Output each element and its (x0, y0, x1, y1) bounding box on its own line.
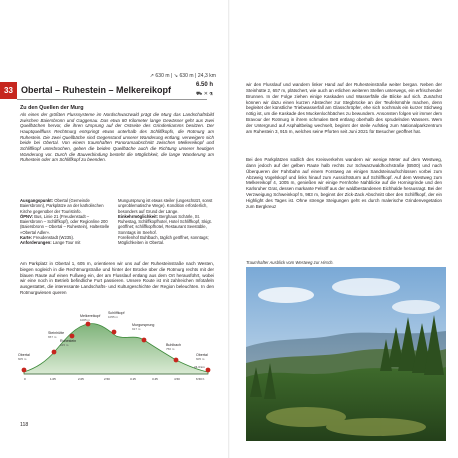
cloud (392, 300, 440, 314)
profile-time: 0 (24, 377, 26, 381)
main-text-left: Am Parkplatz in Obertal 1, 605 m, orientieren wir uns auf der Ruhesteinstraße nach Westen, biegen sogleich in die Rechtmurgstraße und hinter der Brücke über die Rotmurg rechts mit der blauen Raute auf einen Fußweg ein, der am Flusslauf entlang aus dem Ort herausführt, wobei wir eine noch in Betrieb befindliche Furt passieren. Unsere Route ist mit zahlreichen Infotafeln ausgestattet, die interessante Landschafts- und Kulturgeschichte der Region beleuchten. In den Rotmurgwiesen queren (20, 261, 214, 295)
photo-caption: Traumhafter Ausblick vom Westweg zur Hirsch. (246, 260, 334, 265)
info-item: Ausgangspunkt: Obertal (Gemeinde Baiersbronn), Parkplätze an der katholischen Kirche gegenüber der Touristinfo. (20, 198, 104, 214)
profile-label: Melkereikopf (80, 314, 101, 318)
profile-label: Buhlbach (166, 343, 181, 347)
profile-elevation: 605 m (18, 357, 27, 361)
profile-elevation: 657 m (48, 335, 57, 339)
profile-label: Schliffkopf (108, 311, 125, 315)
route-icons: ⛟ ✕ ⚗ (196, 91, 213, 97)
route-header (0, 82, 217, 99)
profile-elevation: 605 m (196, 357, 205, 361)
route-stats: ↗ 630 m | ↘ 630 m | 24,3 km (149, 73, 216, 79)
profile-elevation: 1055 m (108, 315, 119, 319)
waypoint-marker (112, 330, 117, 335)
info-column-left (20, 198, 112, 246)
profile-time: 1.05 (50, 377, 56, 381)
left-page (0, 0, 228, 458)
info-item: Einkehrmöglichkeit: Berghaus Schärle, St. Ruhestag, Schliffkopfhotel, Hotel Schliffkopf, Skigt. geöffnet; schliffkopfhotel, Restaurant Seestüble, Sonntags im Seehof. (118, 213, 212, 235)
waypoint-marker (52, 350, 57, 355)
waypoint-marker (70, 334, 75, 339)
right-page (230, 0, 458, 458)
profile-time: 2.05 (78, 377, 84, 381)
profile-elevation: 917 m (132, 327, 141, 331)
profile-elevation: 1005 m (80, 318, 91, 322)
route-title: Obertal – Ruhestein – Melkereikopf (21, 85, 172, 95)
profile-elevation: 915 m (60, 343, 69, 347)
info-item: ÖPNV: Bus, Linie 21 (Freudenstadt – Baiersbronn – Schliffkopf), oder Regionline 200 (Baiersbronn – Obertal – Ruhestein), Haltestelle »Obertal Adler«. (20, 213, 110, 235)
waypoint-marker (206, 368, 211, 373)
cloud (258, 287, 314, 303)
cloud (332, 278, 400, 296)
profile-label: Obertal (18, 353, 30, 357)
profile-label: Murgursprung (132, 323, 155, 327)
main-text-right-2: Bei den Parkplätzen südlich des Kreisverkehrs wandern wir wenige Meter auf dem Westweg, dann jedoch auf der gelben Raute halb rechts zur Schwarzwaldhochstraße (B500) und nach Überqueren der Fahrbahn auf einem Forstweg an einigen Sandsteinaufschlüssen vorbei zum Abzweig Vogelskopf und links hinauf zum Aussichtsturm auf Schliffkopf. Auf dem Westweg zum Melkereikopf 4, 1005 m, genießen wir einige Fernhöhe Nahblicke auf die Hornisgrinde und den Karlsruher Grat, dessen markante Felsriff aus der waldbestandenen Eichhalde herausragt. Bei der Verzweigung Schweinkopf 5, 983 m, beginnt der Zick-Zack Abschnitt über den Schliffkopf, der ein Highlight des Tages ist. Ohne strenge Steigungen geht es durch malerische Grindenvegetation zum Bergkreuz (246, 157, 442, 209)
waypoint-marker (86, 322, 91, 327)
profile-time: 4.50 (174, 377, 180, 381)
info-column-right (118, 198, 215, 246)
profile-elevation: 750 m (166, 347, 175, 351)
profile-distance: 24.3 km (194, 365, 205, 369)
info-item: Karte: Freudenstadt (W235). (20, 235, 75, 241)
waypoint-marker (142, 338, 147, 343)
info-item: Anforderungen: Lange Tour mit (20, 240, 81, 246)
profile-time: 3.45 (152, 377, 158, 381)
profile-time: 3.15 (130, 377, 136, 381)
landscape-photo (246, 267, 446, 441)
main-text-right-1: wir den Flusslauf und wandern linker Hand auf der Ruhesteinstraße weiter bergan. Neben der Steinhütte 2, 657 m, plätschert, wie auch an etlichen weiteren Stellen unterwegs, ein erfrischender Brunnen. In der Folge ziehen einige Kaskaden und Wasserfälle die Blicke auf sich. Zunächst können wir dazu einen kurzen Abstecher zur Stegbrücke an der Teufelsmühle machen, denn begleitet der künstliche Triebwasserfall am Glasschröpfer, ehe sich nochmals ein kurzer Stichweg nötig ist, um die Kaskade des Muckenlochbäches zu bewundern. Ansonsten folgen wir immer dem Bravour der Rotmurg in ihrem schmalen Bett entlang oberhalb des sprudelnden Wassers. Wem der Untergrund auf Asphaltbelag wechselt, beginnt der steile Aufstieg zum Nationalparkzentrum am Ruhestein 3, 915 m, welches seine Pforten seit Juni 2021 für Besucher geöffnet hat. (246, 82, 442, 134)
profile-label: Ruhestein (60, 339, 77, 343)
route-number-badge: 33 (0, 82, 17, 99)
profile-time: 6.50 h (196, 377, 205, 381)
profile-time: 2.50 (104, 377, 110, 381)
profile-label: Steinhütte (48, 331, 65, 335)
route-duration: 6.50 h (195, 82, 213, 88)
info-item: Forellenhof Buhlbach, täglich geöffnet, sonntags; Möglichkeiten in Obertal. (118, 235, 209, 246)
subheading: Zu den Quellen der Murg (20, 105, 84, 111)
waypoint-marker (174, 358, 179, 363)
info-item: Mungursprung ist etwas steiler (ungeschützt, sonst unproblematische Wege). Kondition erforderlich, besonders auf Grund der Länge. (118, 198, 213, 214)
header-divider (17, 99, 207, 100)
profile-label: Obertal (196, 353, 208, 357)
waypoint-marker (22, 368, 27, 373)
elevation-profile (16, 310, 216, 382)
intro-paragraph: Als eines der größten Flusssysteme im Nordschwarzwald prägt die Murg das Landschaftsbild zwischen Baiersbronn und Gaggenau. Das etwa 80 Kilometer lange Gewässer geht aus zwei Quellbächen hervor, die ihren Ursprung auf der Ostseite des Grindenkamms besitzen. Der Hauptquellfluss Rechtmurg entspringt etwas unterhalb des Schliffkopfs, die Rotmurg am Ruhestein. Die zwei Quellbäche sind Gegenstand unserer Wanderung entlang, verweigern sich beide bei Obertal. Von einem traumhaften Panoramaabschnitt zwischen Melkereikopf und Schliffkopf unterbrochen, geben die beiden Quellbäche auch die Richtung unserer heutigen Wanderung vor. Durch die Bauverbindung besteht die Möglichkeit, die lange Wanderung am Ruhestein oder am Schliffkopf zu beenden. (20, 112, 214, 163)
page-number: 118 (20, 422, 29, 428)
